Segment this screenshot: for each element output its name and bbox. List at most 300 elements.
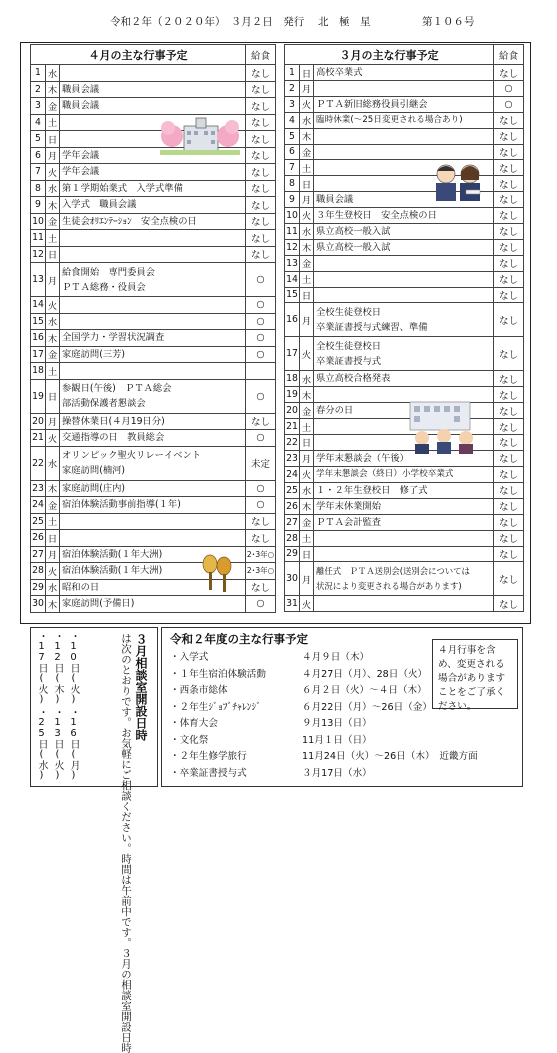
march-row xyxy=(285,271,524,287)
day-number: 11 xyxy=(31,230,46,247)
lunch-status: なし xyxy=(246,579,276,596)
weekday: 木 xyxy=(300,128,314,144)
weekday: 木 xyxy=(46,480,60,497)
lunch-status: なし xyxy=(246,213,276,230)
day-number: 19 xyxy=(285,387,300,403)
event-text: 卒業証書授与式練習、準備 xyxy=(316,321,428,333)
march-row xyxy=(285,514,524,530)
event-cell xyxy=(314,337,494,371)
weekday: 月 xyxy=(300,450,314,466)
april-row xyxy=(31,346,276,363)
event-text: 宿泊体験活動(１年大洲) xyxy=(62,548,163,560)
march-row xyxy=(285,96,524,112)
day-number: 20 xyxy=(285,403,300,419)
weekday: 火 xyxy=(300,96,314,112)
issue-date: 令和２年（２０２０年） ３月２日 発行 xyxy=(110,16,305,28)
event-cell xyxy=(314,287,494,303)
april-row xyxy=(31,313,276,330)
change-notice: ４月行事を含め、変更される場合がありますことをご了承ください。 xyxy=(432,639,518,709)
event-text: 職員会議 xyxy=(316,193,354,205)
event-date: ９月13日（日） xyxy=(302,718,372,729)
march-row xyxy=(285,482,524,498)
consult-date: ・12日(木) xyxy=(52,631,63,705)
weekday: 月 xyxy=(300,81,314,97)
lunch-status: ○ xyxy=(246,596,276,613)
bottom-section xyxy=(30,627,523,1053)
event-cell xyxy=(314,387,494,403)
event-text: 県立高校合格発表 xyxy=(316,373,391,385)
lunch-status: なし xyxy=(494,371,524,387)
lunch-status: なし xyxy=(494,239,524,255)
event-cell xyxy=(314,65,494,81)
day-number: 4 xyxy=(285,112,300,128)
march-row xyxy=(285,128,524,144)
event-cell xyxy=(60,430,246,447)
event-text: 全校生徒登校日 xyxy=(316,306,382,318)
lunch-status: ○ xyxy=(246,263,276,297)
day-number: 5 xyxy=(285,128,300,144)
event-cell xyxy=(314,223,494,239)
april-row xyxy=(31,379,276,413)
april-row xyxy=(31,413,276,430)
event-text: 宿泊体験活動事前指導(１年) xyxy=(62,499,181,511)
weekday: 木 xyxy=(46,596,60,613)
weekday: 火 xyxy=(300,466,314,482)
march-schedule-table xyxy=(284,44,524,612)
lunch-status: なし xyxy=(494,223,524,239)
event-cell xyxy=(314,466,494,482)
event-cell xyxy=(314,271,494,287)
weekday: 火 xyxy=(300,596,314,612)
weekday: 月 xyxy=(300,191,314,207)
day-number: 31 xyxy=(285,596,300,612)
event-cell xyxy=(60,197,246,214)
event-cell xyxy=(60,230,246,247)
weekday: 日 xyxy=(46,379,60,413)
weekday: 金 xyxy=(300,403,314,419)
weekday: 月 xyxy=(300,562,314,596)
weekday: 金 xyxy=(300,144,314,160)
event-text: 家庭訪問(予備日) xyxy=(62,598,135,610)
event-cell xyxy=(314,81,494,97)
event-cell xyxy=(60,363,246,380)
april-row xyxy=(31,297,276,314)
day-number: 4 xyxy=(31,114,46,131)
event-cell xyxy=(314,546,494,562)
event-text: 全国学力・学習状況調査 xyxy=(62,332,165,344)
lunch-status: ○ xyxy=(494,96,524,112)
event-cell xyxy=(60,446,246,480)
day-number: 8 xyxy=(285,176,300,192)
day-number: 26 xyxy=(285,498,300,514)
event-text: 給食開始 専門委員会 xyxy=(62,266,155,278)
event-cell xyxy=(60,513,246,530)
april-row xyxy=(31,213,276,230)
consult-date: ・16日(月) xyxy=(68,707,79,781)
event-text: ＰＴＡ総務・役員会 xyxy=(62,281,146,293)
event-text: 状況により変更される場合があります) xyxy=(316,580,462,591)
lunch-status: なし xyxy=(246,164,276,181)
march-row xyxy=(285,546,524,562)
weekday: 木 xyxy=(300,498,314,514)
event-cell xyxy=(314,112,494,128)
day-number: 2 xyxy=(31,81,46,98)
weekday: 火 xyxy=(46,164,60,181)
day-number: 11 xyxy=(285,223,300,239)
event-text: 操替休業日(４月19日分) xyxy=(62,415,165,427)
event-date: ４月９日（木） xyxy=(302,652,370,663)
march-row xyxy=(285,287,524,303)
weekday: 火 xyxy=(300,337,314,371)
event-text: 交通指導の日 教員総会 xyxy=(62,432,165,444)
march-row xyxy=(285,81,524,97)
weekday: 水 xyxy=(46,180,60,197)
march-row xyxy=(285,387,524,403)
april-row xyxy=(31,513,276,530)
newsletter-title: 北 極 星 xyxy=(318,16,371,28)
lunch-status: なし xyxy=(246,413,276,430)
weekday: 水 xyxy=(300,482,314,498)
event-cell xyxy=(314,562,494,596)
event-cell xyxy=(60,65,246,82)
day-number: 13 xyxy=(31,263,46,297)
event-cell xyxy=(60,246,246,263)
april-row xyxy=(31,81,276,98)
event-cell xyxy=(314,514,494,530)
april-row xyxy=(31,330,276,347)
march-row xyxy=(285,207,524,223)
weekday: 土 xyxy=(300,530,314,546)
event-cell xyxy=(60,379,246,413)
march-row xyxy=(285,498,524,514)
weekday: 日 xyxy=(46,131,60,148)
lunch-status: なし xyxy=(246,98,276,115)
event-cell xyxy=(314,303,494,337)
weekday: 土 xyxy=(300,419,314,435)
day-number: 12 xyxy=(285,239,300,255)
event-date: ４月27日（月）、28日（火） xyxy=(302,668,428,680)
lunch-status: ○ xyxy=(494,81,524,97)
april-kyushoku-header: 給食 xyxy=(246,45,276,65)
weekday: 土 xyxy=(46,513,60,530)
day-number: 16 xyxy=(285,303,300,337)
event-text: １・２年生登校日 修了式 xyxy=(316,484,428,496)
march-row xyxy=(285,144,524,160)
lunch-status: ○ xyxy=(246,379,276,413)
event-text: オリンピック聖火リレーイベント xyxy=(62,450,202,461)
lunch-status: ○ xyxy=(246,346,276,363)
weekday: 金 xyxy=(46,98,60,115)
event-text: 全校生徒登校日 xyxy=(316,340,382,352)
lunch-status: なし xyxy=(494,287,524,303)
event-text: 学年末懇談会（午後） xyxy=(316,452,409,464)
lunch-status: なし xyxy=(494,562,524,596)
lunch-status: なし xyxy=(246,230,276,247)
weekday: 土 xyxy=(300,160,314,176)
event-cell xyxy=(60,346,246,363)
event-date: ３月17日（水） xyxy=(302,767,372,779)
weekday: 土 xyxy=(46,363,60,380)
day-number: 30 xyxy=(285,562,300,596)
day-number: 6 xyxy=(285,144,300,160)
day-number: 7 xyxy=(285,160,300,176)
weekday: 木 xyxy=(46,330,60,347)
day-number: 8 xyxy=(31,180,46,197)
event-text: 臨時休業(～25日変更される場合あり) xyxy=(316,114,463,125)
lunch-status: なし xyxy=(494,128,524,144)
march-row xyxy=(285,255,524,271)
event-name: ・西条市総体 xyxy=(170,685,228,696)
day-number: 23 xyxy=(31,480,46,497)
event-name: ・２年生修学旅行 xyxy=(170,751,247,762)
lunch-status: なし xyxy=(246,65,276,82)
consult-note: は次のとおりです。お気軽にご相談ください。時間は午前中です。３月の相談室開設日時 xyxy=(120,633,132,1053)
lunch-status: 2･3年○ xyxy=(246,546,276,563)
weekday: 月 xyxy=(46,413,60,430)
april-row xyxy=(31,230,276,247)
day-number: 13 xyxy=(285,255,300,271)
event-name: ・文化祭 xyxy=(170,734,209,746)
weekday: 火 xyxy=(300,207,314,223)
lunch-status: なし xyxy=(494,112,524,128)
issue-number: 第１０６号 xyxy=(422,16,475,28)
event-cell xyxy=(60,81,246,98)
weekday: 金 xyxy=(300,255,314,271)
april-row xyxy=(31,480,276,497)
consult-date: ・13日(火) xyxy=(52,707,63,781)
march-title: ３月の主な行事予定 xyxy=(285,45,494,65)
lunch-status: なし xyxy=(494,65,524,81)
event-cell xyxy=(60,180,246,197)
day-number: 9 xyxy=(285,191,300,207)
lunch-status: なし xyxy=(494,303,524,337)
lunch-status: ○ xyxy=(246,430,276,447)
newsletter-header xyxy=(0,14,557,30)
lunch-status: 未定 xyxy=(246,446,276,480)
april-row xyxy=(31,430,276,447)
event-cell xyxy=(60,413,246,430)
march-row xyxy=(285,223,524,239)
weekday: 木 xyxy=(46,81,60,98)
april-row xyxy=(31,579,276,596)
day-number: 14 xyxy=(285,271,300,287)
event-cell xyxy=(314,530,494,546)
event-text: 春分の日 xyxy=(316,405,354,417)
event-cell xyxy=(60,480,246,497)
weekday: 木 xyxy=(300,387,314,403)
day-number: 10 xyxy=(31,213,46,230)
day-number: 9 xyxy=(31,197,46,214)
school-sakura-illustration xyxy=(160,112,240,156)
march-row xyxy=(285,371,524,387)
march-row xyxy=(285,337,524,371)
weekday: 水 xyxy=(46,446,60,480)
day-number: 21 xyxy=(31,430,46,447)
event-text: 県立高校一般入試 xyxy=(316,225,391,237)
lunch-status: なし xyxy=(246,197,276,214)
march-row xyxy=(285,562,524,596)
event-name: ・２年生ｼﾞｮﾌﾞﾁｬﾚﾝｼﾞ xyxy=(170,701,262,713)
weekday: 日 xyxy=(300,434,314,450)
weekday: 土 xyxy=(46,230,60,247)
event-cell xyxy=(314,207,494,223)
event-text: ＰＴＡ新旧総務役員引継会 xyxy=(316,98,428,110)
weekday: 月 xyxy=(300,303,314,337)
event-text: 職員会議 xyxy=(62,100,100,112)
lunch-status: なし xyxy=(494,596,524,612)
lunch-status: ○ xyxy=(246,480,276,497)
weekday: 火 xyxy=(46,563,60,580)
weekday: 日 xyxy=(300,176,314,192)
event-cell xyxy=(314,144,494,160)
lunch-status: なし xyxy=(494,450,524,466)
day-number: 3 xyxy=(31,98,46,115)
day-number: 15 xyxy=(31,313,46,330)
event-text: 第１学期始業式 入学式準備 xyxy=(62,182,183,194)
event-text: 離任式 ＰＴＡ送別会(送別会については xyxy=(316,565,470,576)
event-text: 職員会議 xyxy=(62,83,100,95)
march-row xyxy=(285,530,524,546)
day-number: 28 xyxy=(285,530,300,546)
event-cell xyxy=(60,263,246,297)
event-cell xyxy=(314,596,494,612)
day-number: 24 xyxy=(285,466,300,482)
event-cell xyxy=(314,128,494,144)
event-cell xyxy=(60,330,246,347)
day-number: 7 xyxy=(31,164,46,181)
april-row xyxy=(31,263,276,297)
april-row xyxy=(31,65,276,82)
lunch-status: なし xyxy=(494,144,524,160)
weekday: 月 xyxy=(46,147,60,164)
day-number: 5 xyxy=(31,131,46,148)
day-number: 27 xyxy=(285,514,300,530)
event-date: 11月24日（火）～26日（木） 近畿方面 xyxy=(302,751,478,762)
event-text: 部活動保護者懇談会 xyxy=(62,398,146,409)
lunch-status: ○ xyxy=(246,497,276,514)
weekday: 日 xyxy=(300,546,314,562)
day-number: 27 xyxy=(31,546,46,563)
lunch-status: なし xyxy=(494,403,524,419)
day-number: 16 xyxy=(31,330,46,347)
event-text: 高校卒業式 xyxy=(316,67,363,78)
day-number: 10 xyxy=(285,207,300,223)
day-number: 17 xyxy=(31,346,46,363)
lunch-status: なし xyxy=(246,180,276,197)
march-kyushoku-header: 給食 xyxy=(494,45,524,65)
weekday: 日 xyxy=(300,65,314,81)
weekday: 水 xyxy=(46,313,60,330)
lunch-status: ○ xyxy=(246,297,276,314)
graduates-illustration xyxy=(426,160,490,204)
day-number: 26 xyxy=(31,530,46,547)
weekday: 土 xyxy=(300,271,314,287)
event-text: 家庭訪問(庄内) xyxy=(62,482,126,494)
event-cell xyxy=(314,239,494,255)
event-name: ・体育大会 xyxy=(170,718,218,729)
year-plan-title: 令和２年度の主な行事予定 xyxy=(170,632,308,646)
lunch-status: なし xyxy=(494,271,524,287)
day-number: 15 xyxy=(285,287,300,303)
day-number: 30 xyxy=(31,596,46,613)
march-row xyxy=(285,466,524,482)
weekday: 火 xyxy=(46,430,60,447)
lunch-status: なし xyxy=(246,147,276,164)
event-cell xyxy=(60,297,246,314)
lunch-status: なし xyxy=(494,530,524,546)
march-row xyxy=(285,65,524,81)
day-number: 3 xyxy=(285,96,300,112)
lunch-status: なし xyxy=(494,546,524,562)
lunch-status: なし xyxy=(494,207,524,223)
event-name: ・入学式 xyxy=(170,652,209,663)
event-text: 学年末休業開始 xyxy=(316,500,382,512)
april-row xyxy=(31,197,276,214)
lunch-status: なし xyxy=(246,131,276,148)
march-row xyxy=(285,112,524,128)
lunch-status: なし xyxy=(494,191,524,207)
lunch-status: なし xyxy=(494,176,524,192)
event-text: 学年会議 xyxy=(62,149,100,161)
event-date: ６月22日（月）～26日（金） xyxy=(302,701,432,713)
weekday: 金 xyxy=(46,346,60,363)
weekday: 木 xyxy=(300,239,314,255)
day-number: 18 xyxy=(31,363,46,380)
weekday: 金 xyxy=(46,497,60,514)
lunch-status: なし xyxy=(494,466,524,482)
lunch-status: なし xyxy=(494,387,524,403)
april-row xyxy=(31,446,276,480)
weekday: 金 xyxy=(46,213,60,230)
day-number: 19 xyxy=(31,379,46,413)
lunch-status: なし xyxy=(494,337,524,371)
april-row xyxy=(31,497,276,514)
event-text: 卒業証書授与式 xyxy=(316,355,382,367)
event-text: 参観日(午後) ＰＴＡ総会 xyxy=(62,383,172,394)
weekday: 火 xyxy=(46,297,60,314)
april-title: ４月の主な行事予定 xyxy=(31,45,246,65)
lunch-status: なし xyxy=(494,514,524,530)
march-row xyxy=(285,239,524,255)
weekday: 水 xyxy=(300,223,314,239)
event-cell xyxy=(314,371,494,387)
event-text: 家庭訪問(三芳) xyxy=(62,348,126,360)
lunch-status: なし xyxy=(246,246,276,263)
weekday: 月 xyxy=(46,263,60,297)
lunch-status: なし xyxy=(494,498,524,514)
day-number: 2 xyxy=(285,81,300,97)
event-text: 県立高校一般入試 xyxy=(316,241,391,253)
april-row xyxy=(31,530,276,547)
day-number: 12 xyxy=(31,246,46,263)
day-number: 23 xyxy=(285,450,300,466)
event-text: ３年生登校日 安全点検の日 xyxy=(316,209,437,221)
lunch-status: なし xyxy=(246,81,276,98)
april-row xyxy=(31,164,276,181)
day-number: 20 xyxy=(31,413,46,430)
day-number: 1 xyxy=(31,65,46,82)
day-number: 28 xyxy=(31,563,46,580)
lunch-status xyxy=(246,363,276,380)
weekday: 土 xyxy=(46,114,60,131)
event-text: ＰＴＡ会計監査 xyxy=(316,516,382,528)
day-number: 22 xyxy=(285,434,300,450)
weekday: 金 xyxy=(300,514,314,530)
weekday: 木 xyxy=(46,197,60,214)
weekday: 水 xyxy=(46,65,60,82)
event-text: 家庭訪問(楠河) xyxy=(62,465,126,476)
weekday: 日 xyxy=(46,246,60,263)
